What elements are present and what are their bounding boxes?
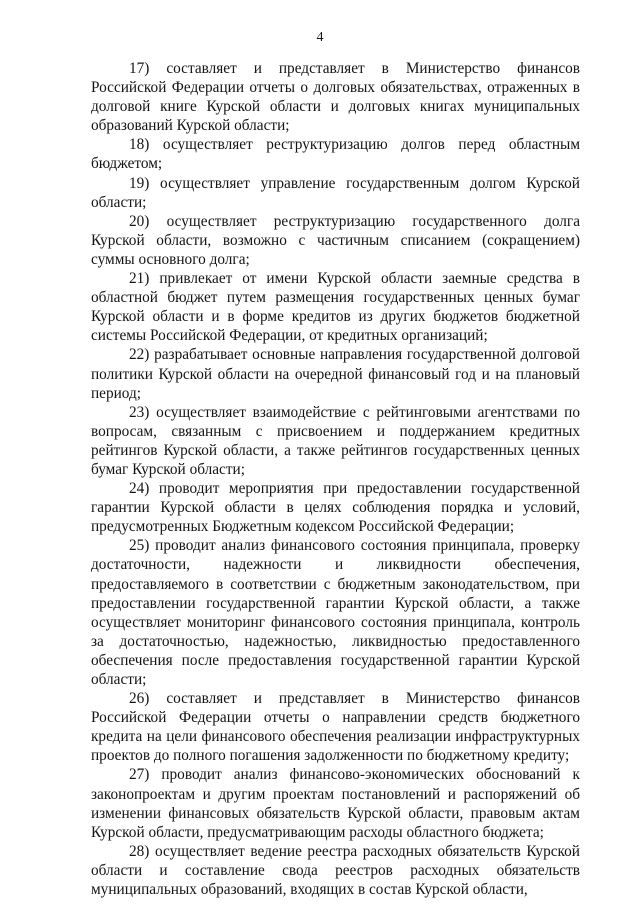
paragraph-item-24: 24) проводит мероприятия при предоставлении государственной гарантии Курской области в целях соблюдения порядка и условий, предусмотренных Бюджетным кодексом Российской Федерации; xyxy=(91,480,580,536)
paragraph-item-23: 23) осуществляет взаимодействие с рейтинговыми агентствами по вопросам, связанным с присвоением и поддержанием кредитных рейтингов Курской области, а также рейтингов государственных ценных бумаг Курской области; xyxy=(91,403,580,478)
paragraph-item-25: 25) проводит анализ финансового состояния принципала, проверку достаточности, надежности и ликвидности обеспечения, предоставляемого в соответствии с бюджетным законодательством, при предоставлении государственной гарантии Курской области, а также осуществляет мониторинг финансового состояния принципала, контроль за достаточностью, надежностью, ликвидностью предоставленного обеспечения после предоставления государственной гарантии Курской области; xyxy=(91,537,580,688)
paragraph-item-21: 21) привлекает от имени Курской области заемные средства в областной бюджет путем размещения государственных ценных бумаг Курской области и в форме кредитов из других бюджетов бюджетной системы Российской Федерации, от кредитных организаций; xyxy=(91,270,580,345)
document-body xyxy=(91,59,580,899)
paragraph-item-27: 27) проводит анализ финансово-экономических обоснований к законопроектам и другим проектам постановлений и распоряжений об изменении финансовых обязательств Курской области, правовым актам Курской области, предусматривающим расходы областного бюджета; xyxy=(91,766,580,841)
paragraph-item-17: 17) составляет и представляет в Министерство финансов Российской Федерации отчеты о долговых обязательствах, отраженных в долговой книге Курской области и долговых книгах муниципальных образований Курской области; xyxy=(91,60,580,135)
paragraph-item-18: 18) осуществляет реструктуризацию долгов перед областным бюджетом; xyxy=(91,136,580,173)
paragraph-item-26: 26) составляет и представляет в Министерство финансов Российской Федерации отчеты о направлении средств бюджетного кредита на цели финансового обеспечения реализации инфраструктурных проектов до полного погашения задолженности по бюджетному кредиту; xyxy=(91,690,580,765)
paragraph-item-28: 28) осуществляет ведение реестра расходных обязательств Курской области и составление свода реестров расходных обязательств муниципальных образований, входящих в состав Курской области, xyxy=(91,842,580,899)
paragraph-item-22: 22) разрабатывает основные направления государственной долговой политики Курской области на очередной финансовый год и на плановый период; xyxy=(91,346,580,402)
paragraph-item-19: 19) осуществляет управление государственным долгом Курской области; xyxy=(91,174,580,211)
paragraph-item-20: 20) осуществляет реструктуризацию государственного долга Курской области, возможно с частичным списанием (сокращением) суммы основного долга; xyxy=(91,212,580,268)
page-number: 4 xyxy=(316,30,324,45)
